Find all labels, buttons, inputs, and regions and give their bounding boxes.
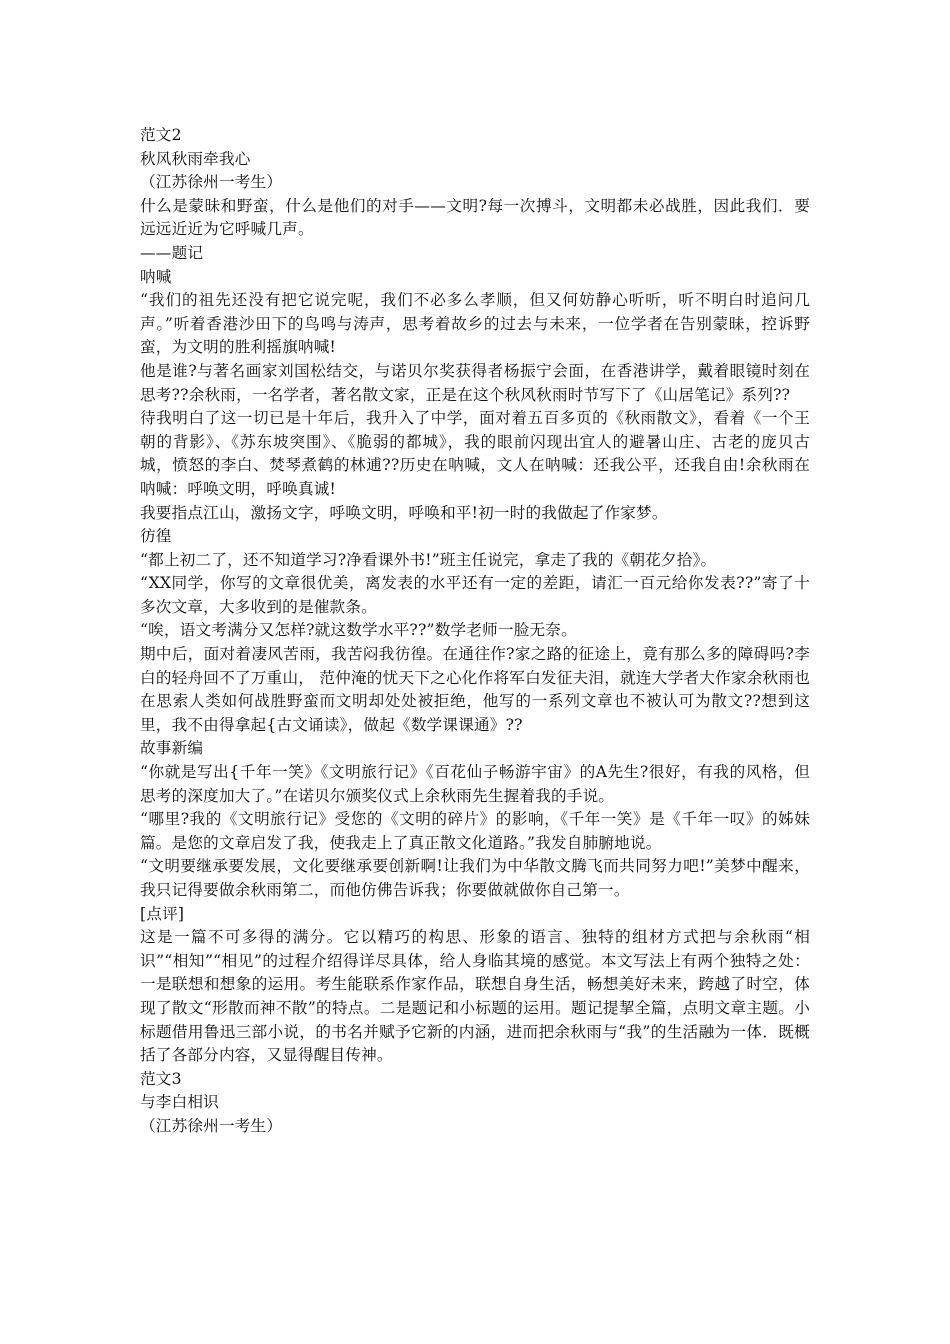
paragraph-6: 呐喊: [140, 267, 172, 286]
paragraph-2: 秋风秋雨牵我心: [140, 149, 251, 168]
paragraph-21: 这是一篇不可多得的满分。它以精巧的构思、形象的语言、独特的组材方式把与余秋雨“相识”“相知”“相见”的过程介绍得详尽具体，给人身临其境的感觉。本文写法上有两个独特之处：一是联想和想象的运用。考生能联系作家作品，联想自身生活，畅想美好未来，跨越了时空，体现了散文“形散而神不散”的特点。二是题记和小标题的运用。题记提挈全篇，点明文章主题。小标题借用鲁迅三部小说，的书名并赋予它新的内涵，进而把余秋雨与“我”的生活融为一体．既概括了各部分内容，又显得醒目传神。: [140, 928, 810, 1065]
paragraph-12: “都上初二了，还不知道学习?净看课外书!”班主任说完，拿走了我的《朝花夕拾》。: [140, 550, 717, 569]
paragraph-8: 他是谁?与著名画家刘国松结交，与诺贝尔奖获得者杨振宁会面，在香港讲学，戴着眼镜时刻在思考??余秋雨，一名学者，著名散文家，正是在这个秋风秋雨时节写下了《山居笔记》系列??: [140, 361, 810, 404]
paragraph-13: “XX同学，你写的文章很优美，离发表的水平还有一定的差距，请汇一百元给你发表??”寄了十多次文章，大多收到的是催款条。: [140, 574, 810, 616]
paragraph-16: 故事新编: [140, 739, 204, 758]
paragraph-10: 我要指点江山，激扬文字，呼唤文明，呼唤和平!初一时的我做起了作家梦。: [140, 503, 668, 522]
paragraph-9: 待我明白了这一切已是十年后，我升入了中学，面对着五百多页的《秋雨散文》，看着《一个王朝的背影》、《苏东坡突围》、《脆弱的都城》，我的眼前闪现出宜人的避暑山庄、古老的庞贝古城，愤怒的李白、焚琴煮鹤的林逋??历史在呐喊，文人在呐喊：还我公平，还我自由!余秋雨在呐喊：呼唤文明，呼唤真诚!: [140, 409, 810, 498]
paragraph-18: “哪里?我的《文明旅行记》受您的《文明的碎片》的影响，《千年一笑》是《千年一叹》的姊妹篇。是您的文章启发了我，使我走上了真正散文化道路。”我发自肺腑地说。: [140, 810, 810, 852]
paragraph-7: “我们的祖先还没有把它说完呢，我们不必多么孝顺，但又何妨静心听听，听不明白时追问几声。”听着香港沙田下的鸟鸣与涛声，思考着故乡的过去与未来，一位学者在告别蒙昧，控诉野蛮，为文明的胜利摇旗呐喊!: [140, 291, 810, 357]
paragraph-22: 范文3: [140, 1069, 182, 1088]
document-body: [140, 124, 810, 1139]
paragraph-24: （江苏徐州一考生）: [140, 1116, 283, 1135]
paragraph-5: ——题记: [140, 243, 204, 262]
paragraph-3: （江苏徐州一考生）: [140, 173, 283, 192]
paragraph-1: 范文2: [140, 126, 182, 144]
paragraph-19: “文明要继承要发展，文化要继承要创新啊!让我们为中华散文腾飞而共同努力吧!”美梦中醒来，我只记得要做余秋雨第二，而他仿佛告诉我；你要做就做你自己第一。: [140, 857, 810, 899]
paragraph-17: “你就是写出{千年一笑》《文明旅行记》《百花仙子畅游宇宙》的A先生?很好，有我的风格，但思考的深度加大了。”在诺贝尔颁奖仪式上余秋雨先生握着我的手说。: [140, 763, 810, 805]
paragraph-15: 期中后，面对着凄风苦雨，我苦闷我彷徨。在通往作?家之路的征途上，竟有那么多的障碍吗?李白的轻舟回不了万重山， 范仲淹的忧天下之心化作将军白发征夫泪，就连大学者大作家余秋雨也在思索人类如何战胜野蛮而文明却处处被拒绝，他写的一系列文章也不被认可为散文??想到这里，我不由得拿起{古文诵读》，做起《数学课课通》??: [140, 645, 810, 734]
paragraph-4: 什么是蒙昧和野蛮，什么是他们的对手——文明?每一次搏斗，文明都未必战胜，因此我们．要远远近近为它呼喊几声。: [140, 196, 810, 239]
paragraph-14: “唉，语文考满分又怎样?就这数学水平??”数学老师一脸无奈。: [140, 621, 577, 640]
paragraph-20: [点评]: [140, 904, 185, 923]
paragraph-23: 与李白相识: [140, 1093, 219, 1112]
paragraph-11: 彷徨: [140, 527, 172, 546]
